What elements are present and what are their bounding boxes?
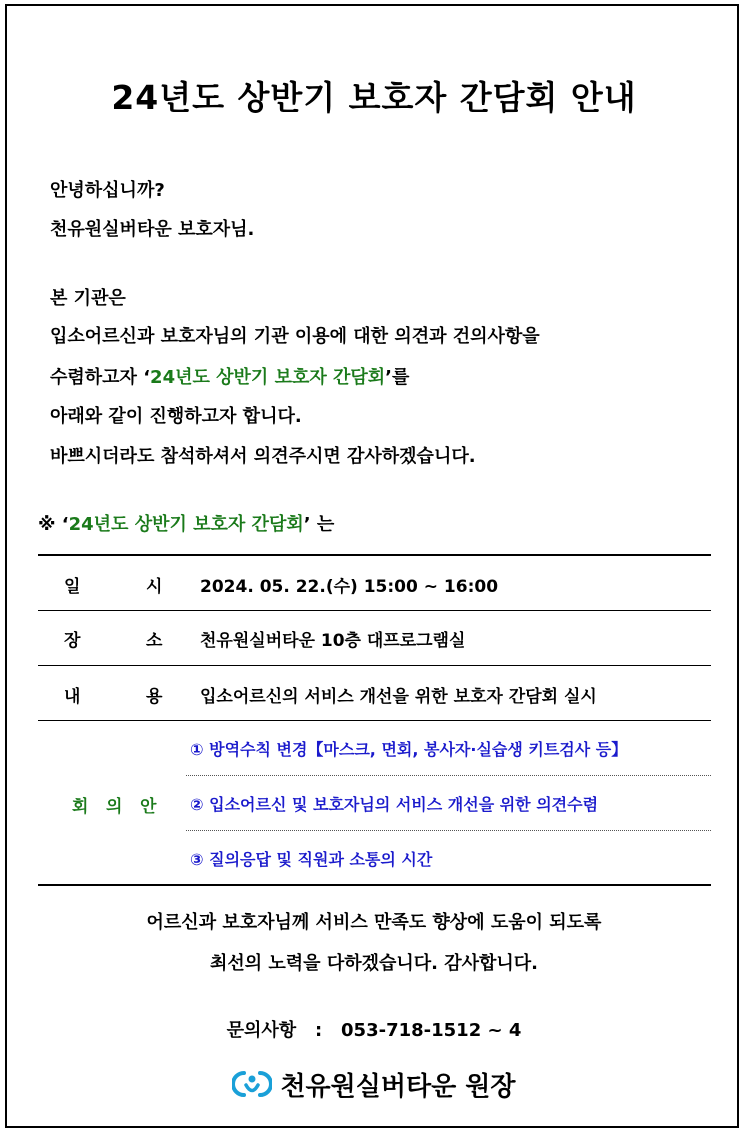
footer-signature <box>0 1066 748 1106</box>
agenda-label-2: 의 <box>106 797 123 817</box>
contact-label: 문의사항 <box>226 1020 297 1041</box>
body-line-2: 입소어르신과 보호자님의 기관 이용에 대한 의견과 건의사항을 <box>50 326 540 347</box>
closing-line-1: 어르신과 보호자님께 서비스 만족도 향상에 도움이 되도록 <box>146 912 602 933</box>
row-value-date: 2024. 05. 22.(수) 15:00 ~ 16:00 <box>200 577 499 597</box>
section-suffix: ’ 는 <box>303 514 335 535</box>
row-value-place: 천유원실버타운 10층 대프로그램실 <box>200 631 466 651</box>
body-line-1: 본 기관은 <box>50 288 126 309</box>
section-highlight: 24년도 상반기 보호자 간담회 <box>68 514 304 535</box>
closing-line-2: 최선의 노력을 다하겠습니다. 감사합니다. <box>209 953 539 974</box>
agenda-divider <box>186 830 711 831</box>
row-label-place-b: 소 <box>146 631 163 651</box>
agenda-label-1: 회 <box>72 797 89 817</box>
table-rule <box>38 665 711 666</box>
body-line-3-pre: 수렴하고자 ‘ <box>50 367 151 388</box>
row-label-date-b: 시 <box>146 577 163 597</box>
table-rule <box>38 720 711 721</box>
table-top-rule <box>38 554 711 556</box>
row-label-date-a: 일 <box>64 577 81 597</box>
table-bottom-rule <box>38 884 711 886</box>
contact-separator: : <box>315 1020 323 1041</box>
section-prefix: ※ ‘ <box>38 514 69 535</box>
agenda-item-1: ① 방역수칙 변경【마스크, 면회, 봉사자·실습생 키트검사 등】 <box>190 740 628 759</box>
contact-info <box>0 1016 748 1042</box>
table-rule <box>38 610 711 611</box>
cheonyuwon-logo-icon <box>232 1069 272 1106</box>
agenda-item-2: ② 입소어르신 및 보호자님의 서비스 개선을 위한 의견수렴 <box>190 795 599 814</box>
contact-phone: 053-718-1512 ~ 4 <box>341 1020 522 1041</box>
body-line-4: 아래와 같이 진행하고자 합니다. <box>50 406 302 427</box>
page-title: 24년도 상반기 보호자 간담회 안내 <box>111 78 637 117</box>
body-line-3 <box>50 363 409 389</box>
agenda-label-3: 안 <box>140 797 157 817</box>
row-label-content-a: 내 <box>64 687 81 707</box>
body-line-5: 바쁘시더라도 참석하셔서 의견주시면 감사하겠습니다. <box>50 446 476 467</box>
greeting-line-1: 안녕하십니까? <box>50 180 165 201</box>
row-label-place-a: 장 <box>64 631 81 651</box>
signature-text: 천유원실버타운 원장 <box>280 1072 516 1102</box>
greeting-line-2: 천유원실버타운 보호자님. <box>50 219 255 240</box>
agenda-divider <box>186 775 711 776</box>
section-heading <box>38 510 334 536</box>
body-line-3-post: ’를 <box>385 367 410 388</box>
row-label-content-b: 용 <box>146 687 163 707</box>
row-value-content: 입소어르신의 서비스 개선을 위한 보호자 간담회 실시 <box>200 687 597 707</box>
agenda-item-3: ③ 질의응답 및 직원과 소통의 시간 <box>190 850 433 869</box>
event-name-highlight: 24년도 상반기 보호자 간담회 <box>150 367 386 388</box>
